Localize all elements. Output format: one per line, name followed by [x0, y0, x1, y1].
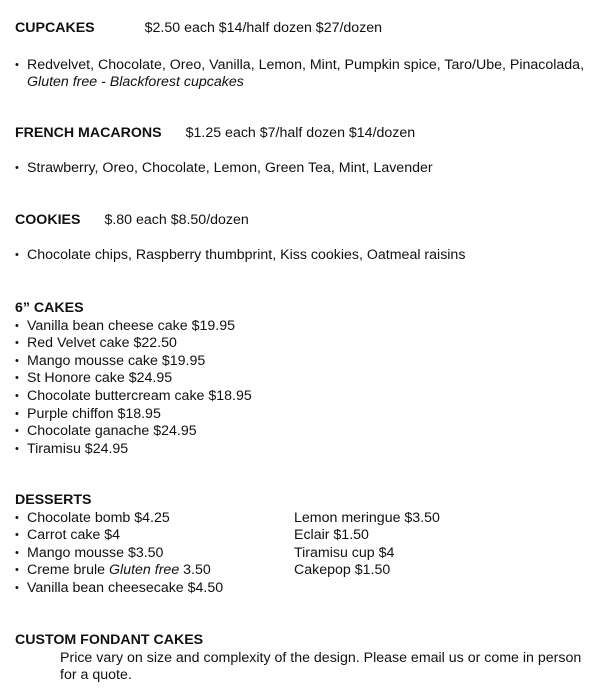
creme-brule-label: Creme brule	[27, 562, 106, 579]
list-item: • Chocolate bomb $4.25	[15, 510, 585, 528]
list-item: • Mango mousse cake $19.95	[15, 353, 585, 371]
list-item: • Vanilla bean cheesecake $4.50	[15, 580, 585, 598]
macarons-prices: $1.25 each $7/half dozen $14/dozen	[185, 125, 416, 141]
list-item: • Mango mousse $3.50	[15, 545, 585, 563]
desserts-title: DESSERTS	[15, 492, 92, 508]
list-item: • Red Velvet cake $22.50	[15, 335, 585, 353]
custom-description: Price vary on size and complexity of the design. Please email us or come in person for a quote.	[60, 649, 582, 684]
cakes-title: 6” CAKES	[15, 300, 84, 316]
cupcakes-section	[15, 20, 585, 92]
cookies-title: COOKIES	[15, 212, 81, 228]
cookies-list	[15, 247, 585, 265]
macarons-title: FRENCH MACARONS	[15, 125, 162, 141]
list-item: Eclair $1.50	[294, 527, 369, 544]
list-item: Lemon meringue $3.50	[294, 509, 440, 526]
list-item: • St Honore cake $24.95	[15, 370, 585, 388]
macarons-heading	[15, 125, 585, 143]
cakes-list	[15, 318, 585, 459]
desserts-right-list	[294, 510, 440, 580]
list-item: Cakepop $1.50	[294, 562, 391, 579]
macarons-list	[15, 160, 585, 178]
list-item: • Chocolate buttercream cake $18.95	[15, 388, 585, 406]
creme-brule-price: 3.50	[179, 562, 211, 579]
list-item: • Chocolate chips, Raspberry thumbprint, Kiss cookies, Oatmeal raisins	[15, 247, 585, 265]
cupcakes-prices: $2.50 each $14/half dozen $27/dozen	[144, 20, 383, 36]
list-item: • Strawberry, Oreo, Chocolate, Lemon, Green Tea, Mint, Lavender	[15, 160, 585, 178]
cupcakes-title: CUPCAKES	[15, 20, 95, 36]
list-item: • Tiramisu $24.95	[15, 441, 585, 459]
cookies-section	[15, 212, 585, 264]
list-item: Tiramisu cup $4	[294, 544, 395, 561]
cookies-prices: $.80 each $8.50/dozen	[104, 212, 249, 228]
list-item	[15, 57, 585, 92]
list-item: • Carrot cake $4	[15, 527, 585, 545]
cookies-heading	[15, 212, 585, 230]
cakes-section	[15, 300, 585, 458]
list-item: • Vanilla bean cheese cake $19.95	[15, 318, 585, 336]
cupcakes-gluten-free: Gluten free - Blackforest cupcakes	[27, 74, 244, 91]
list-item: • Chocolate ganache $24.95	[15, 423, 585, 441]
cupcakes-flavors: Redvelvet, Chocolate, Oreo, Vanilla, Lemon, Mint, Pumpkin spice, Taro/Ube, Pinacolada,	[27, 56, 585, 73]
custom-section	[15, 632, 585, 685]
list-item: • Purple chiffon $18.95	[15, 406, 585, 424]
desserts-columns	[15, 510, 585, 598]
creme-brule-gluten-free: Gluten free	[109, 562, 180, 579]
cupcakes-heading	[15, 20, 585, 38]
macarons-section	[15, 125, 585, 177]
custom-title: CUSTOM FONDANT CAKES	[15, 632, 204, 648]
cupcakes-list	[15, 57, 585, 92]
desserts-section	[15, 492, 585, 598]
